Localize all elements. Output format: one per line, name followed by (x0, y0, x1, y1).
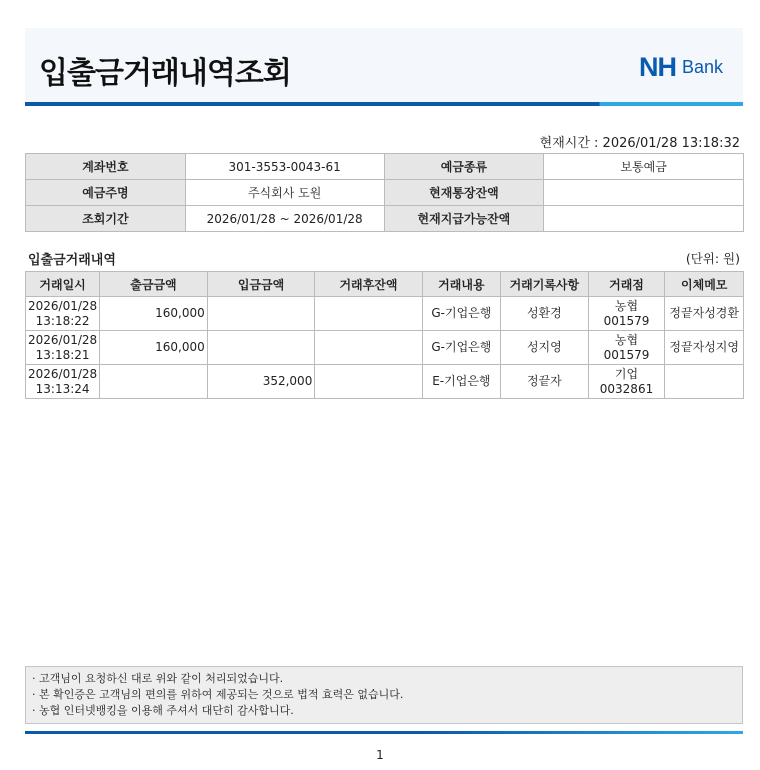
cell-withdraw: 160,000 (100, 297, 208, 331)
account-info-table (25, 153, 744, 232)
period-label: 조회기간 (26, 206, 186, 232)
cell-memo (665, 365, 744, 399)
cell-record: 정끝자 (501, 365, 588, 399)
cell-balance (315, 297, 422, 331)
col-header-branch: 거래점 (588, 272, 665, 297)
logo-nh-text: NH (638, 52, 676, 82)
cell-balance (315, 331, 422, 365)
cell-memo: 정끝자성지영 (665, 331, 744, 365)
cell-content: E-기업은행 (422, 365, 501, 399)
cell-withdraw: 160,000 (100, 331, 208, 365)
col-header-deposit: 입금금액 (207, 272, 315, 297)
cell-branch: 농협 001579 (588, 297, 665, 331)
cell-branch: 농협 001579 (588, 331, 665, 365)
cell-balance (315, 365, 422, 399)
table-header-row (26, 272, 744, 297)
cell-content: G-기업은행 (422, 331, 501, 365)
cell-deposit (207, 297, 315, 331)
owner-name: 주식회사 도원 (185, 180, 384, 206)
account-number-label: 계좌번호 (26, 154, 186, 180)
notice-line: · 고객님이 요청하신 대로 위와 같이 처리되었습니다. (32, 672, 284, 685)
nh-bank-logo (639, 52, 723, 83)
page-title: 입출금거래내역조회 (39, 56, 291, 91)
available-balance-label: 현재지급가능잔액 (384, 206, 544, 232)
cell-memo: 정끝자성경환 (665, 297, 744, 331)
current-balance (544, 180, 744, 206)
deposit-type: 보통예금 (544, 154, 744, 180)
col-header-record: 거래기록사항 (501, 272, 588, 297)
query-period: 2026/01/28 ~ 2026/01/28 (185, 206, 384, 232)
cell-record: 성지영 (501, 331, 588, 365)
col-header-balance: 거래후잔액 (315, 272, 422, 297)
transactions-table (25, 271, 744, 399)
notice-box (25, 666, 743, 724)
notice-line: · 농협 인터넷뱅킹을 이용해 주셔서 대단히 감사합니다. (32, 704, 294, 717)
cell-branch: 기업 0032861 (588, 365, 665, 399)
table-row (26, 297, 744, 331)
deposit-type-label: 예금종류 (384, 154, 544, 180)
notice-line: · 본 확인증은 고객님의 편의를 위하여 제공되는 것으로 법적 효력은 없습니다. (32, 688, 404, 701)
logo-bank-text: Bank (681, 57, 723, 77)
account-number: 301-3553-0043-61 (185, 154, 384, 180)
table-row (26, 331, 744, 365)
col-header-datetime: 거래일시 (26, 272, 100, 297)
section-title: 입출금거래내역 (28, 253, 116, 268)
available-balance (544, 206, 744, 232)
cell-datetime: 2026/01/28 13:18:21 (26, 331, 100, 365)
col-header-memo: 이체메모 (665, 272, 744, 297)
col-header-withdraw: 출금금액 (100, 272, 208, 297)
owner-label: 예금주명 (26, 180, 186, 206)
footer-divider (25, 731, 743, 734)
cell-deposit (207, 331, 315, 365)
unit-label: (단위: 원) (685, 251, 740, 266)
cell-content: G-기업은행 (422, 297, 501, 331)
page-number: 1 (376, 748, 384, 762)
cell-deposit: 352,000 (207, 365, 315, 399)
col-header-content: 거래내용 (422, 272, 501, 297)
cell-record: 성환경 (501, 297, 588, 331)
balance-label: 현재통장잔액 (384, 180, 544, 206)
table-row (26, 365, 744, 399)
page-header (25, 28, 743, 102)
header-divider (25, 102, 743, 106)
cell-datetime: 2026/01/28 13:18:22 (26, 297, 100, 331)
current-time: 현재시간 : 2026/01/28 13:18:32 (539, 136, 740, 151)
cell-datetime: 2026/01/28 13:13:24 (26, 365, 100, 399)
cell-withdraw (100, 365, 208, 399)
